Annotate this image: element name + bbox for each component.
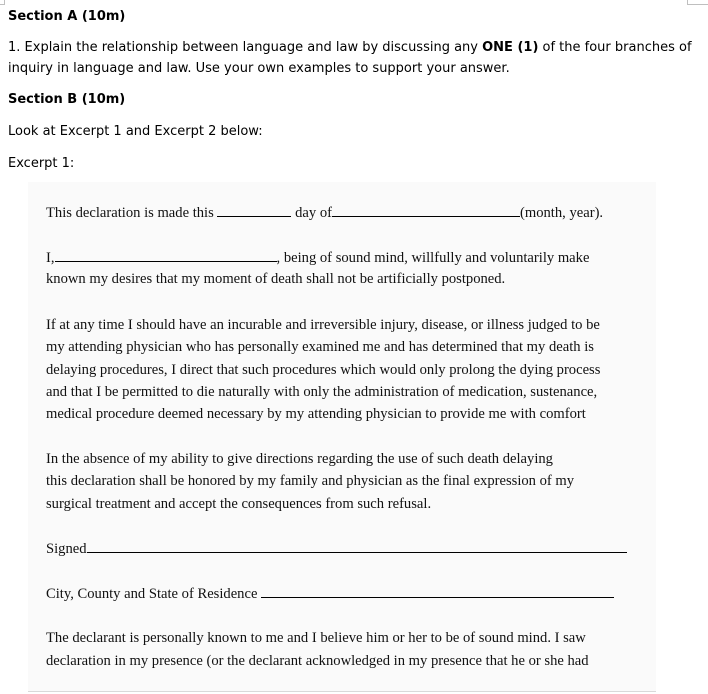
paragraph-1-line: and that I be permitted to die naturally with only the administration of medication, sustenance, — [46, 384, 598, 400]
page-corner-mark-left — [0, 0, 5, 5]
residence-blank — [261, 584, 614, 598]
residence-label: City, County and State of Residence — [46, 586, 258, 602]
paragraph-3-line: The declarant is personally known to me and I believe him or her to be of sound mind. I saw — [46, 630, 586, 646]
name-blank — [55, 248, 277, 262]
declaration-line — [46, 203, 603, 222]
paragraph-2-line: surgical treatment and accept the consequences from such refusal. — [46, 496, 432, 512]
month-year-blank — [332, 203, 520, 217]
declaration-text-1: This declaration is made this — [46, 205, 214, 221]
identity-line-2: known my desires that my moment of death shall not be artificially postponed. — [46, 271, 506, 287]
paragraph-1-line: delaying procedures, I direct that such procedures which would only prolong the dying process — [46, 362, 601, 378]
paragraph-1-line: my attending physician who has personally examined me and has determined that my death is — [46, 339, 594, 355]
question-1-emphasis: ONE (1) — [482, 40, 539, 55]
question-1-text-b: of the four branches of — [538, 40, 692, 55]
signature-blank — [87, 539, 627, 553]
identity-line-1 — [46, 248, 589, 267]
excerpt-label: Excerpt 1: — [8, 156, 75, 171]
question-1-line-1 — [8, 37, 698, 58]
section-a-heading: Section A (10m) — [8, 9, 126, 24]
day-blank — [217, 203, 291, 217]
question-1-text-a: 1. Explain the relationship between language and law by discussing any — [8, 40, 483, 55]
paragraph-1-line: If at any time I should have an incurable and irreversible injury, disease, or illness judged to be — [46, 317, 600, 333]
paragraph-2-line: In the absence of my ability to give directions regarding the use of such death delaying — [46, 451, 553, 467]
paragraph-3-line: declaration in my presence (or the declarant acknowledged in my presence that he or she had — [46, 653, 589, 669]
instruction-text: Look at Excerpt 1 and Excerpt 2 below: — [8, 124, 263, 139]
declaration-text-3: (month, year). — [520, 205, 604, 221]
residence-line — [46, 584, 614, 603]
page-corner-mark-right — [687, 0, 708, 5]
excerpt-bottom-divider — [28, 691, 656, 692]
signed-line — [46, 539, 627, 558]
paragraph-1-line: medical procedure deemed necessary by my attending physician to provide me with comfort — [46, 406, 586, 422]
signed-label: Signed — [46, 541, 87, 557]
identity-text-1: I, — [46, 250, 55, 266]
question-1 — [8, 37, 698, 79]
question-1-line-2: inquiry in language and law. Use your own examples to support your answer. — [8, 61, 510, 76]
section-b-heading: Section B (10m) — [8, 92, 126, 107]
declaration-text-2: day of — [295, 205, 332, 221]
identity-text-2: , being of sound mind, willfully and voluntarily make — [276, 250, 590, 266]
excerpt-1-image — [28, 182, 656, 692]
paragraph-2-line: this declaration shall be honored by my family and physician as the final expression of my — [46, 473, 575, 489]
